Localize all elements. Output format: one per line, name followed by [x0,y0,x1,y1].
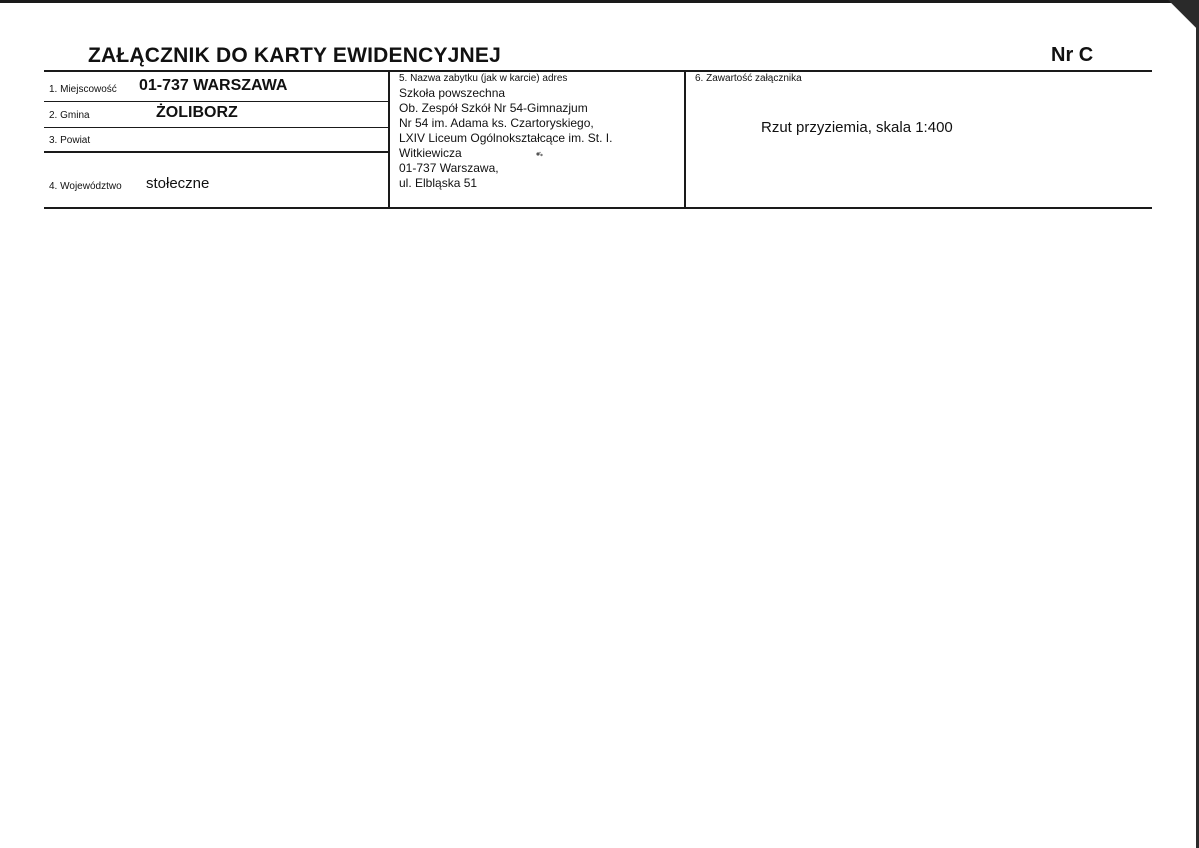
row-divider-2 [44,127,388,128]
monument-line: Witkiewicza [399,146,462,160]
monument-line: Nr 54 im. Adama ks. Czartoryskiego, [399,116,594,130]
voivodeship-value: stołeczne [146,175,210,192]
table-top-rule [44,70,1152,72]
monument-line: 01-737 Warszawa, [399,161,499,175]
row-divider-3 [44,151,388,153]
locality-value: 01-737 WARSZAWA [139,77,288,94]
monument-line: LXIV Liceum Ogólnokształcące im. St. I. [399,131,613,145]
corner-shadow [1163,0,1199,40]
contents-label: 6. Zawartość załącznika [695,73,802,84]
monument-name-address [399,86,612,191]
column-divider-2 [684,70,686,209]
locality-label: 1. Miejscowość [49,84,117,95]
monument-line: ul. Elbląska 51 [399,176,478,190]
column-divider-1 [388,70,390,209]
monument-line: Ob. Zespół Szkół Nr 54-Gimnazjum [399,101,588,115]
top-scan-border [0,0,1199,3]
district-label: 3. Powiat [49,135,91,146]
table-bottom-rule [44,207,1152,209]
commune-value: ŻOLIBORZ [156,104,238,121]
contents-value: Rzut przyziemia, skala 1:400 [761,119,953,136]
form-title: ZAŁĄCZNIK DO KARTY EWIDENCYJNEJ [88,44,502,67]
monument-label: 5. Nazwa zabytku (jak w karcie) adres [399,73,568,84]
form-number: Nr C [1051,44,1094,66]
voivodeship-label: 4. Województwo [49,181,122,192]
row-divider-1 [44,101,388,102]
commune-label: 2. Gmina [49,110,90,121]
monument-line: Szkoła powszechna [399,86,506,100]
ink-speck-mark [535,151,545,158]
